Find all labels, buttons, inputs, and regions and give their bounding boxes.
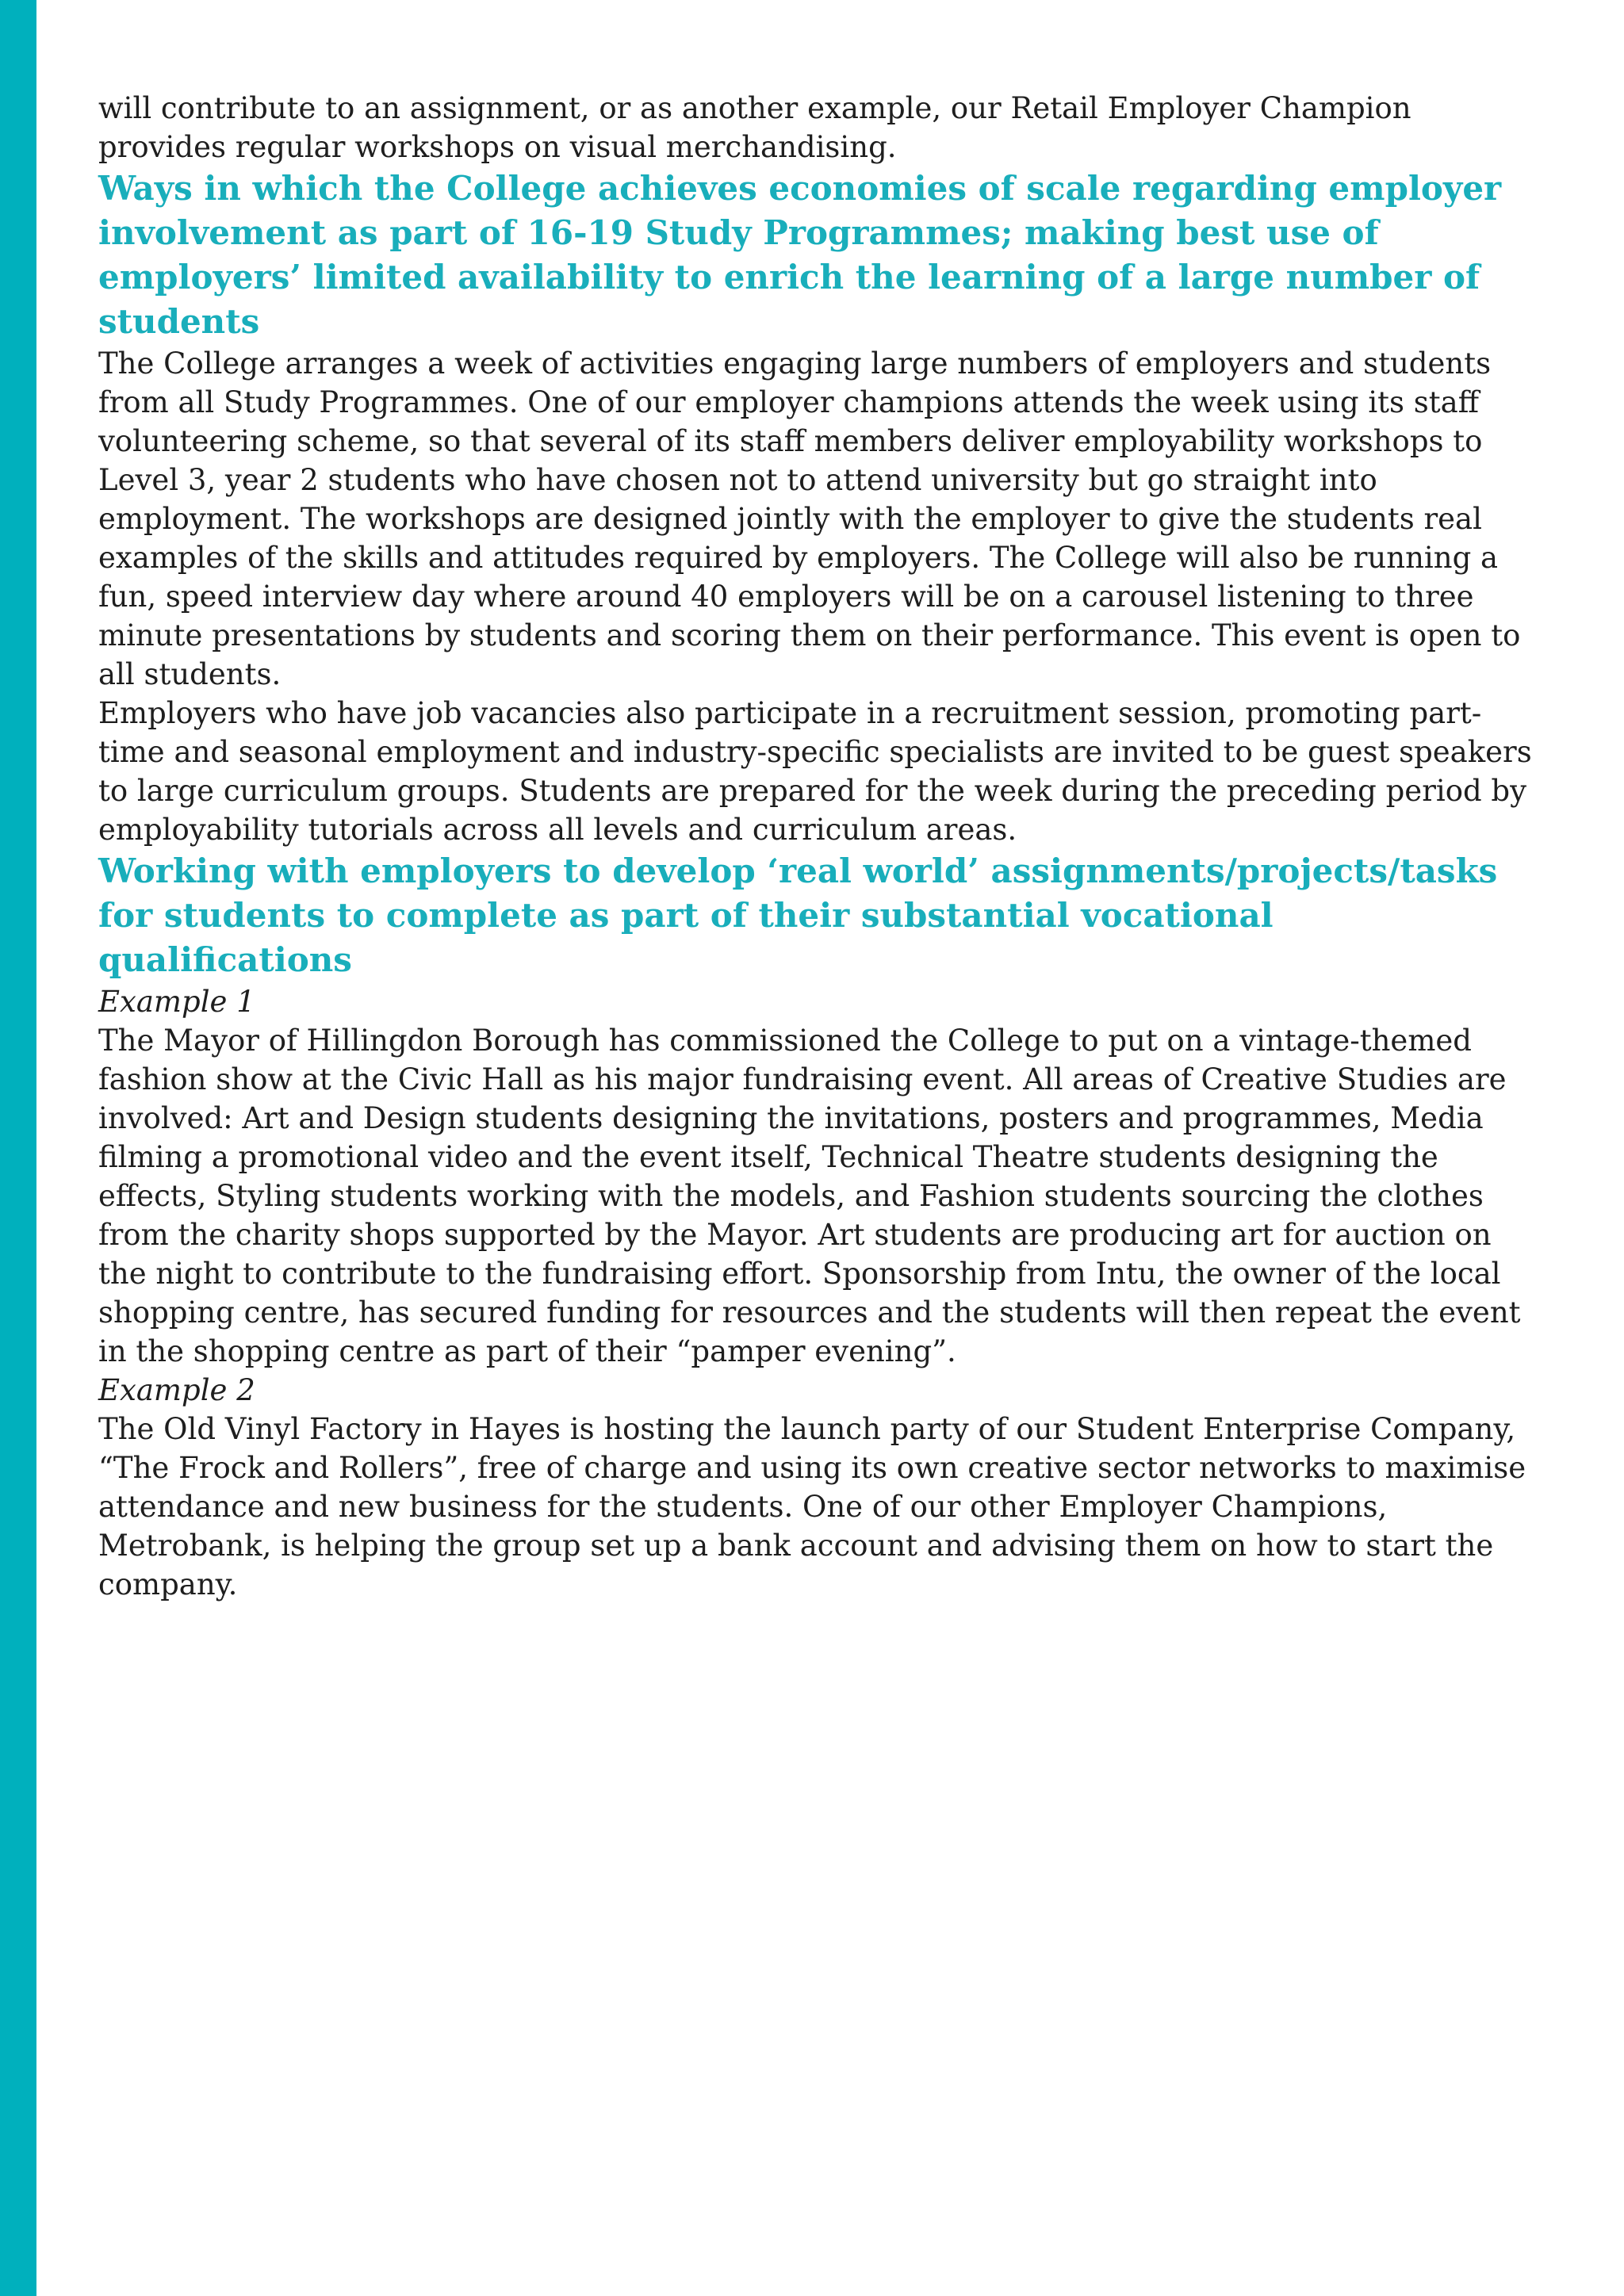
section1-paragraph-2: Employers who have job vacancies also participate in a recruitment session, promoting part-time and seasonal employment and industry-specific specialists are invited to be guest speakers to large curriculum groups. Students are prepared for the week during the preceding period by employability tutorials across all levels and curriculum areas. (98, 696, 1532, 847)
example-2-label: Example 2 (98, 1373, 255, 1407)
section1-paragraph-1: The College arranges a week of activities engaging large numbers of employers and students from all Study Programmes. One of our employer champions attends the week using its staff volunteering scheme, so that several of its staff members deliver employability workshops to Level 3, year 2 students who have chosen not to attend university but go straight into employment. The workshops are designed jointly with the employer to give the students real examples of the skills and attitudes required by employers. The College will also be running a fun, speed interview day where around 40 employers will be on a carousel listening to three minute presentations by students and scoring them on their performance. This event is open to all students. (98, 346, 1521, 691)
accent-side-bar (0, 0, 36, 2296)
section-heading-real-world-assignments: Working with employers to develop ‘real world’ assignments/projects/tasks for students to complete as part of their substantial vocational qualifications (98, 851, 1498, 979)
intro-paragraph: will contribute to an assignment, or as another example, our Retail Employer Champion provides regular workshops on visual merchandising. (98, 91, 1411, 164)
example-1-label: Example 1 (98, 985, 255, 1019)
section-heading-economies-of-scale: Ways in which the College achieves economies of scale regarding employer involvement as part of 16-19 Study Programmes; making best use of employers’ limited availability to enrich the learning of a large number of students (98, 169, 1502, 341)
example-2-paragraph: The Old Vinyl Factory in Hayes is hosting the launch party of our Student Enterprise Company, “The Frock and Rollers”, free of charge and using its own creative sector networks to maximise attendance and new business for the students. One of our other Employer Champions, Metrobank, is helping the group set up a bank account and advising them on how to start the company. (98, 1412, 1526, 1601)
page-content (98, 89, 1534, 1604)
example-1-paragraph: The Mayor of Hillingdon Borough has commissioned the College to put on a vintage-themed fashion show at the Civic Hall as his major fundraising event. All areas of Creative Studies are involved: Art and Design students designing the invitations, posters and programmes, Media filming a promotional video and the event itself, Technical Theatre students designing the effects, Styling students working with the models, and Fashion students sourcing the clothes from the charity shops supported by the Mayor. Art students are producing art for auction on the night to contribute to the fundraising effort. Sponsorship from Intu, the owner of the local shopping centre, has secured funding for resources and the students will then repeat the event in the shopping centre as part of their “pamper evening”. (98, 1024, 1521, 1368)
